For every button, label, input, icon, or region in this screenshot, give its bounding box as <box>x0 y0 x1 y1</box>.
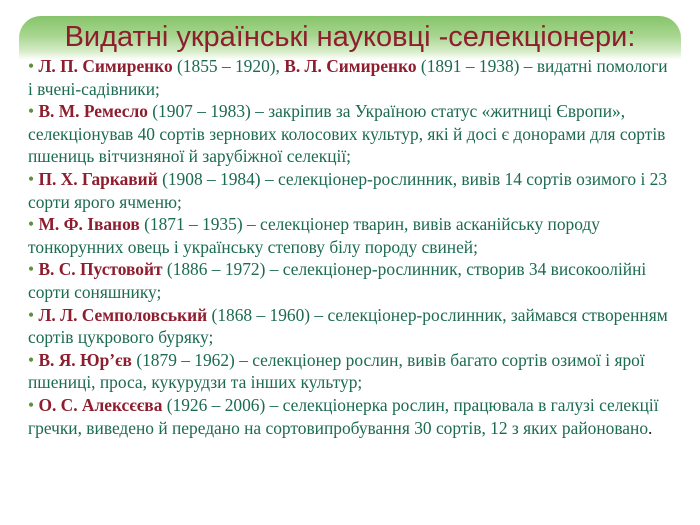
scientist-name: Л. П. Симиренко <box>38 56 173 76</box>
bullet-icon: • <box>28 168 35 189</box>
bullet-icon: • <box>28 304 35 325</box>
scientist-name: Л. Л. Семполовський <box>38 304 208 325</box>
scientist-name: В. М. Ремесло <box>38 101 148 122</box>
list-item <box>28 394 668 439</box>
scientist-description: (1868 – 1960) – селекціонер-рослинник, займався створенням сортів цукрового буряку; <box>28 304 668 348</box>
scientist-description: (1926 – 2006) – селекціонерка рослин, працювала в галузі селекції гречки, виведено й передано на сортовипробування 30 сортів, 12 з яких районовано <box>28 394 659 438</box>
list-item <box>28 100 668 168</box>
bullet-icon: • <box>28 394 35 415</box>
scientist-description: (1908 – 1984) – селекціонер-рослинник, вивів 14 сортів озимого і 23 сорти ярого ячменю; <box>28 168 668 212</box>
scientist-name: В. Л. Симиренко <box>284 56 417 76</box>
scientist-name: М. Ф. Іванов <box>38 214 140 235</box>
list-item <box>28 55 668 100</box>
scientist-description: (1891 – 1938) – видатні помологи і вчені-садівники; <box>28 56 668 99</box>
scientist-name: О. С. Алексєєва <box>38 394 163 415</box>
slide-title: Видатні українські науковці -селекціонери: <box>64 21 636 53</box>
list-item <box>28 168 668 213</box>
scientist-description: (1871 – 1935) – селекціонер тварин, вивів асканійську породу тонкорунних овець і українську степову білу породу свиней; <box>28 214 600 257</box>
scientist-name: В. С. Пустовойт <box>38 259 163 280</box>
scientist-description: (1907 – 1983) – закріпив за Україною статус «житниці Європи», селекціонував 40 сортів зернових колосових культур, які й досі є донорами для сортів пшениць вітчизняної й зарубіжної селекції; <box>28 101 666 167</box>
scientist-list <box>28 55 668 439</box>
scientist-description: (1879 – 1962) – селекціонер рослин, вивів багато сортів озимої і ярої пшениці, проса, кукурудзи та інших культур; <box>28 349 645 393</box>
list-item <box>28 304 668 349</box>
bullet-icon: • <box>28 101 35 122</box>
scientist-name: В. Я. Юр’єв <box>38 349 132 370</box>
bullet-icon: • <box>28 214 35 235</box>
scientist-name: П. Х. Гаркавий <box>38 168 158 189</box>
list-item <box>28 349 668 394</box>
list-item <box>28 213 668 258</box>
scientist-description: (1855 – 1920), <box>172 56 285 76</box>
bullet-icon: • <box>28 56 35 76</box>
list-item <box>28 258 668 303</box>
scientist-description: (1886 – 1972) – селекціонер-рослинник, створив 34 високоолійні сорти соняшнику; <box>28 259 647 302</box>
bullet-icon: • <box>28 259 35 280</box>
bullet-icon: • <box>28 349 35 370</box>
final-period: . <box>648 417 653 438</box>
